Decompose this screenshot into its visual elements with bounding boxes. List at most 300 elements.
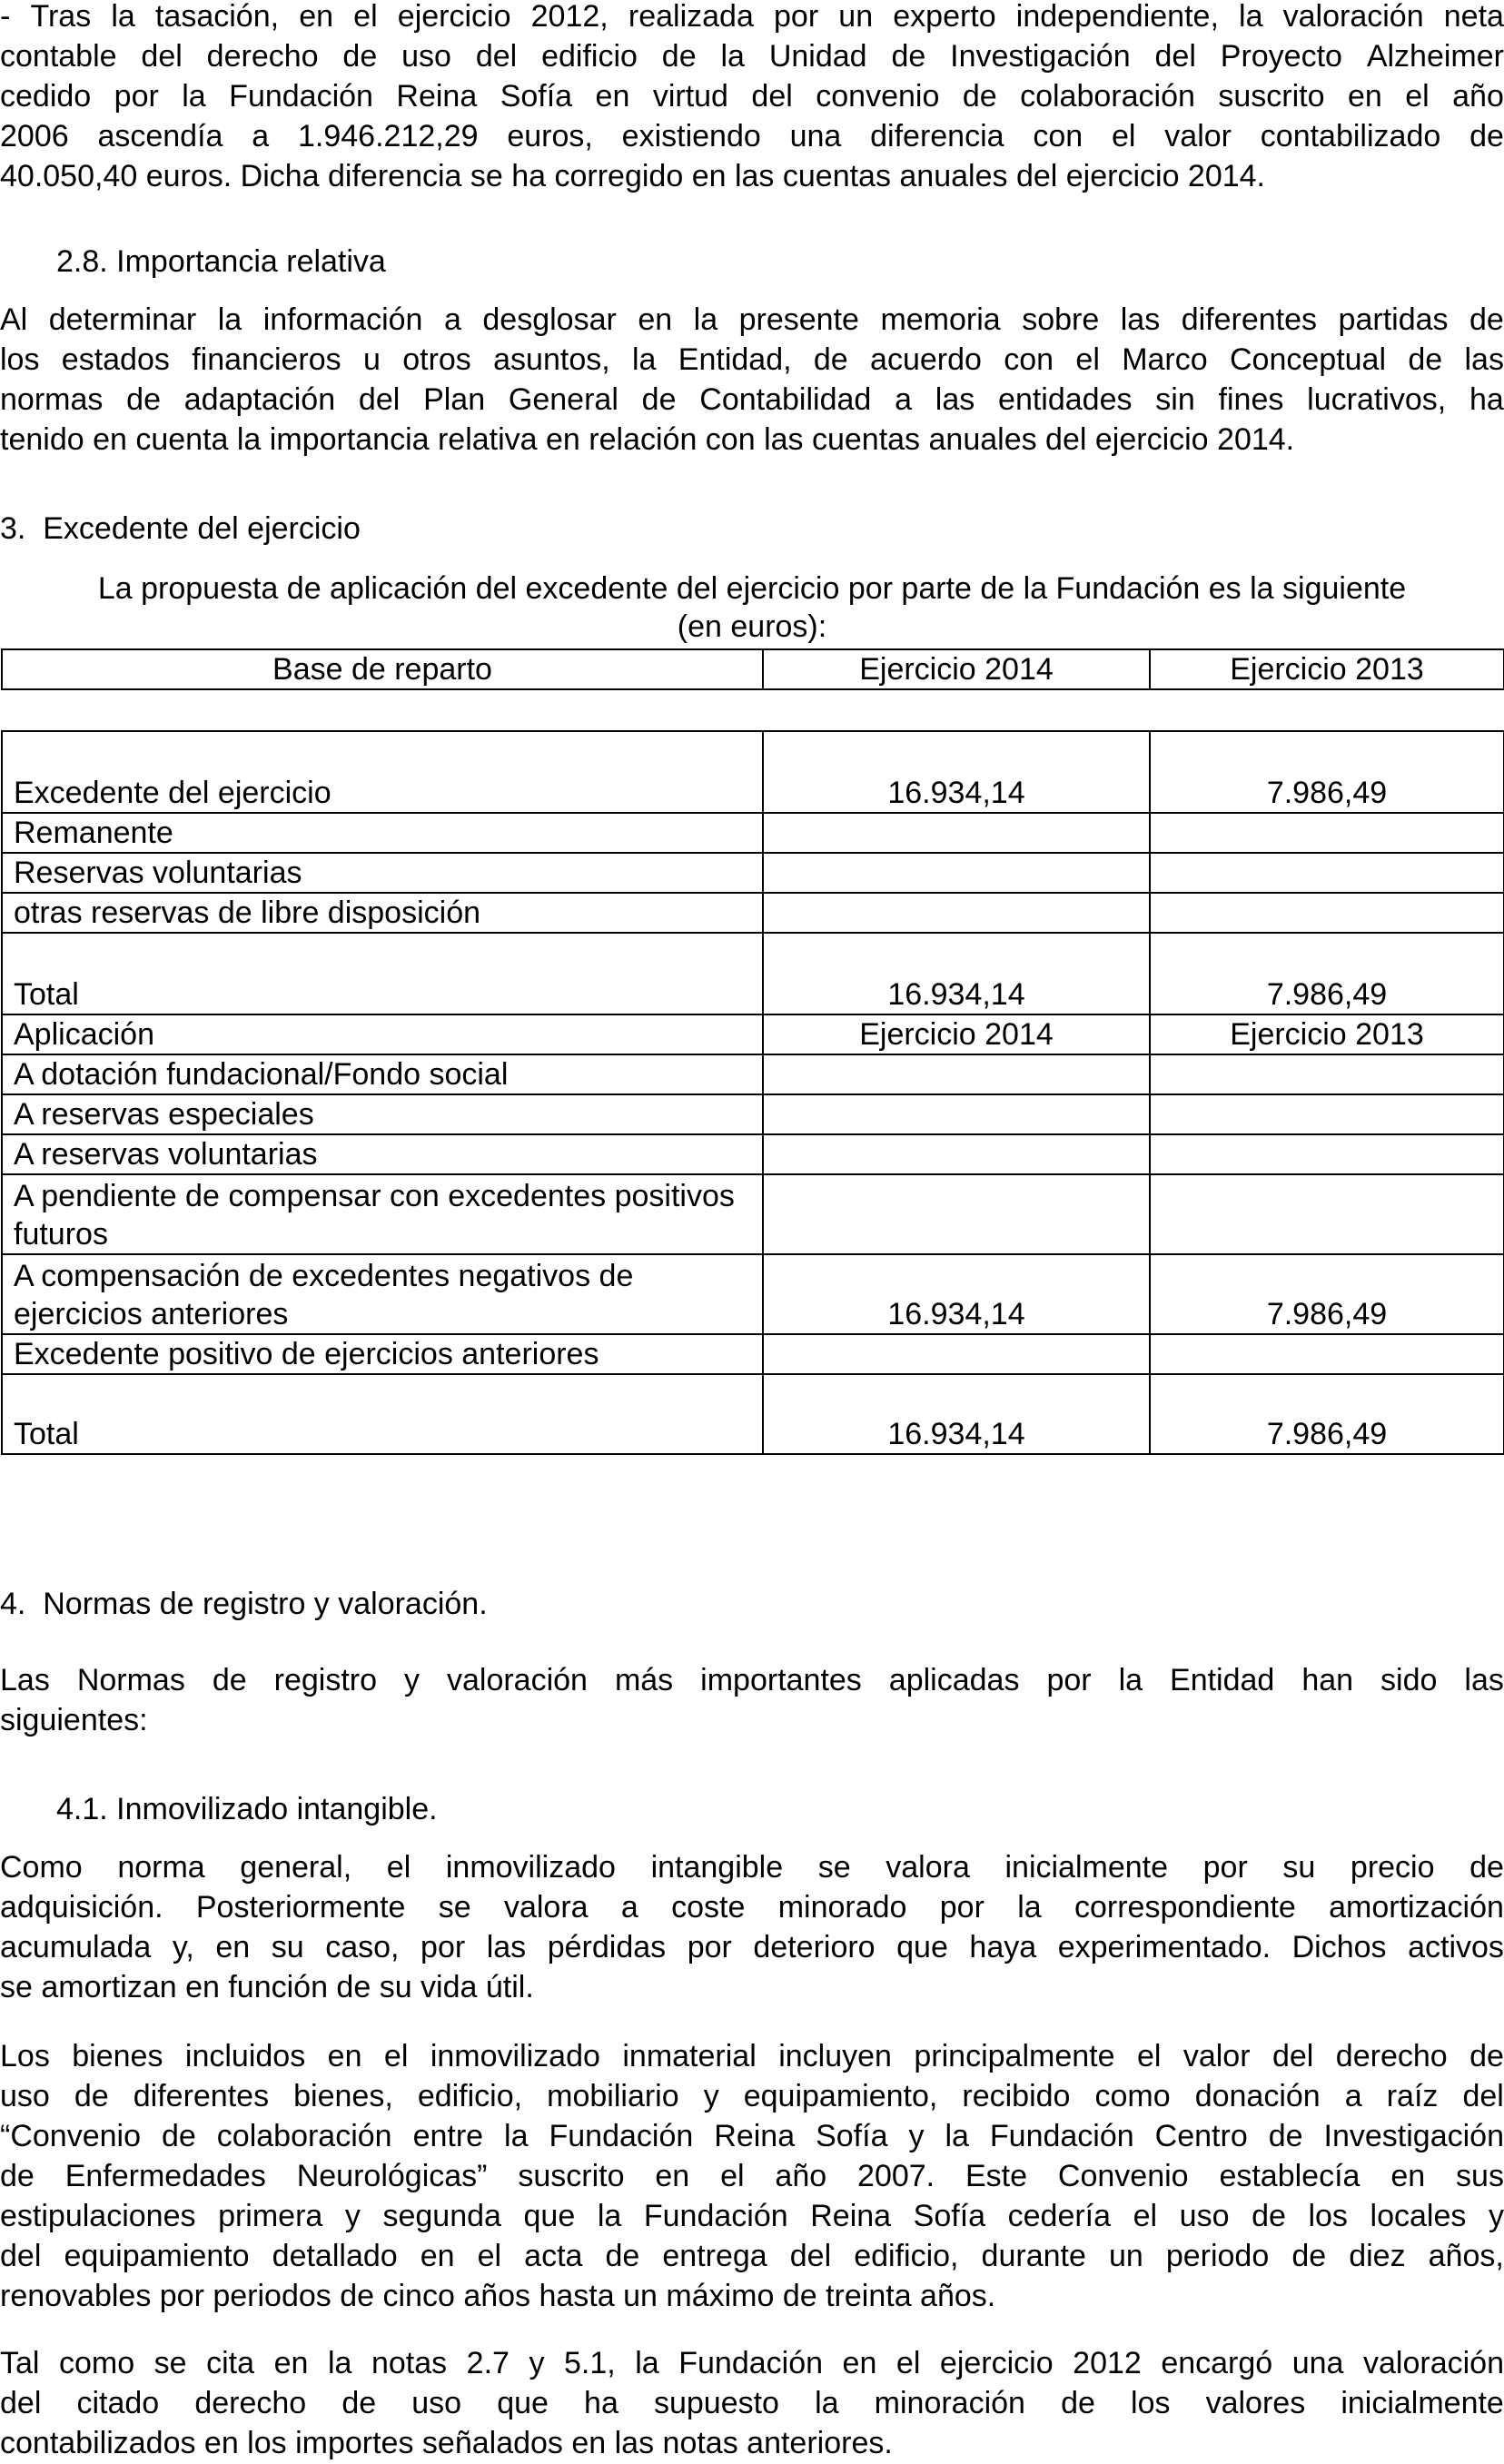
word: inmovilizado	[430, 2039, 600, 2073]
word: independiente,	[1015, 0, 1219, 34]
text-line	[0, 2383, 1504, 2423]
word: de	[212, 1663, 247, 1697]
table-row-total	[2, 1374, 1504, 1454]
word: las	[1464, 1663, 1504, 1697]
word: en	[420, 2239, 455, 2273]
word: valoración	[1282, 0, 1424, 34]
word: donación	[1194, 2079, 1321, 2113]
word: suscrito	[518, 2159, 625, 2193]
word: importantes	[700, 1663, 862, 1697]
text-line: siguientes:	[0, 1703, 148, 1737]
word: incluidos	[184, 2039, 306, 2073]
word: adaptación	[183, 382, 336, 417]
word: inmovilizado	[445, 1850, 616, 1885]
text-line	[0, 36, 1504, 76]
word: Fundación	[678, 2346, 824, 2380]
value-2014: 16.934,14	[763, 933, 1150, 1014]
table-row	[2, 1254, 1504, 1334]
word: en	[299, 0, 334, 34]
word: Sofía	[500, 79, 573, 114]
word: minorado	[777, 1890, 907, 1925]
word: sobre	[1022, 302, 1100, 337]
word: u	[362, 342, 381, 377]
word: colaboración	[1020, 79, 1195, 114]
word: memoria	[880, 302, 1001, 337]
word: partidas	[1338, 302, 1449, 337]
word: general,	[240, 1850, 352, 1885]
word: de	[1252, 2199, 1286, 2233]
word: Conceptual	[1230, 342, 1387, 377]
word: a	[620, 1890, 638, 1925]
word: por	[774, 0, 819, 34]
column-header: Ejercicio 2014	[763, 1014, 1150, 1054]
word: derecho	[1335, 2039, 1448, 2073]
word: derecho	[206, 39, 319, 74]
word: la	[1017, 1890, 1042, 1925]
section-3-title: 3. Excedente del ejercicio	[0, 511, 361, 546]
word: el	[1405, 79, 1430, 114]
word: como	[1094, 2079, 1171, 2113]
word: la	[693, 302, 718, 337]
word: 2012	[1073, 2346, 1142, 2380]
word: y	[1488, 2199, 1504, 2233]
word: del	[789, 2239, 832, 2273]
word: activos	[1408, 1930, 1504, 1964]
word: y	[404, 1663, 420, 1697]
word: del	[1462, 2079, 1504, 2113]
value-2013: 7.986,49	[1150, 1374, 1504, 1454]
word: Dichos	[1291, 1930, 1387, 1964]
value-2013: 7.986,49	[1150, 1254, 1504, 1334]
value-2013	[1150, 1054, 1504, 1094]
word: el	[1112, 119, 1136, 153]
word: segunda	[382, 2199, 501, 2233]
word: Las	[0, 1663, 50, 1697]
word: en	[1347, 79, 1382, 114]
word: se	[817, 1850, 851, 1885]
word: Fundación	[229, 79, 373, 114]
word: ha	[584, 2386, 618, 2420]
section-4-title: 4. Normas de registro y valoración.	[0, 1587, 488, 1621]
value-2014: 16.934,14	[763, 731, 1150, 813]
word: mobiliario	[547, 2079, 679, 2113]
word: la	[597, 2199, 622, 2233]
word: Entidad,	[678, 342, 792, 377]
word: notas	[371, 2346, 448, 2380]
word: Marco	[1122, 342, 1208, 377]
word: registro	[273, 1663, 378, 1697]
word: valor	[1164, 119, 1232, 153]
word: por	[114, 79, 159, 114]
word: el	[477, 2239, 502, 2273]
word: euros,	[507, 119, 593, 153]
word: financieros	[192, 342, 341, 377]
text-line: contabilizados en los importes señalados en las notas anteriores.	[0, 2426, 893, 2460]
word: Enfermedades	[64, 2159, 266, 2193]
value-2013	[1150, 1094, 1504, 1134]
word: minoración	[874, 2386, 1025, 2420]
word: pérdidas	[547, 1930, 667, 1964]
table-row	[2, 853, 1504, 893]
word: de	[1408, 342, 1443, 377]
word: Fundación	[549, 2119, 694, 2153]
word: valores	[1205, 2386, 1306, 2420]
word: establecía	[1219, 2159, 1361, 2193]
word: edificio,	[854, 2239, 959, 2273]
word: otros	[402, 342, 471, 377]
word: edificio,	[417, 2079, 523, 2113]
word: de	[161, 2119, 196, 2153]
row-label: Reservas voluntarias	[2, 853, 763, 893]
word: inicialmente	[1004, 1850, 1169, 1885]
word: bienes	[72, 2039, 163, 2073]
text-line	[0, 2036, 1504, 2076]
word: valora	[503, 1890, 589, 1925]
word: en	[327, 2039, 362, 2073]
word: raíz	[1386, 2079, 1439, 2113]
text-line	[0, 1887, 1504, 1927]
word: con	[1004, 342, 1054, 377]
word: a	[895, 382, 913, 417]
word: ejercicio	[397, 0, 511, 34]
word: estados	[61, 342, 170, 377]
word: de	[1268, 2119, 1303, 2153]
section-3-intro	[0, 569, 1504, 645]
word: se	[438, 1890, 471, 1925]
value-2013	[1150, 853, 1504, 893]
text-line: tenido en cuenta la importancia relativa en relación con las cuentas anuales del ejercicio 2014.	[0, 422, 1295, 457]
word: el	[353, 0, 378, 34]
word: de	[641, 382, 677, 417]
word: de	[1061, 2386, 1095, 2420]
word: en	[595, 79, 630, 114]
word: la	[632, 342, 657, 377]
table-row	[2, 813, 1504, 853]
word: contabilizado	[1260, 119, 1441, 153]
row-label: otras reservas de libre disposición	[2, 893, 763, 933]
word: la	[720, 39, 745, 74]
word: amortización	[1329, 1890, 1504, 1925]
word: -	[0, 0, 11, 34]
word: la	[1118, 1663, 1143, 1697]
row-label: Total	[2, 933, 763, 1014]
text-line	[0, 1660, 1504, 1700]
word: Este	[965, 2159, 1028, 2193]
value-2014: 16.934,14	[763, 1254, 1150, 1334]
word: las	[1464, 342, 1504, 377]
word: en	[655, 2159, 690, 2193]
word: el	[1075, 342, 1100, 377]
word: experto	[893, 0, 996, 34]
word: con	[1033, 119, 1083, 153]
column-header: Ejercicio 2014	[763, 649, 1150, 689]
row-label: A reservas especiales	[2, 1094, 763, 1134]
word: un	[838, 0, 874, 34]
word: el	[1136, 2039, 1162, 2073]
word: Tal	[0, 2346, 40, 2380]
word: los	[0, 342, 40, 377]
word: a	[443, 302, 461, 337]
word: y	[529, 2346, 545, 2380]
word: por	[939, 1890, 985, 1925]
word: en	[273, 2346, 309, 2380]
word: se	[153, 2346, 187, 2380]
word: de	[342, 39, 378, 74]
word: equipamiento	[64, 2239, 250, 2273]
word: 2007.	[857, 2159, 935, 2193]
word: del	[475, 39, 518, 74]
word: como	[59, 2346, 135, 2380]
word: Al	[0, 302, 28, 337]
word: de	[1291, 2239, 1327, 2273]
word: en	[638, 302, 673, 337]
value-2014	[763, 853, 1150, 893]
value-2014	[763, 1094, 1150, 1134]
word: por	[421, 1930, 466, 1964]
word: del	[751, 79, 793, 114]
word: General	[508, 382, 618, 417]
word: Investigación	[950, 39, 1131, 74]
word: Posteriormente	[195, 1890, 406, 1925]
text-line	[0, 380, 1504, 420]
word: el	[720, 2159, 745, 2193]
word: uso	[0, 2079, 50, 2113]
word: a	[252, 119, 270, 153]
text-line	[0, 2343, 1504, 2383]
word: correspondiente	[1074, 1890, 1296, 1925]
word: deterioro	[753, 1930, 876, 1964]
word: Los	[0, 2039, 50, 2073]
word: fines	[1218, 382, 1284, 417]
word: de	[962, 79, 997, 114]
word: cedería	[1007, 2199, 1112, 2233]
word: la	[217, 302, 242, 337]
word: sido	[1380, 1663, 1438, 1697]
word: del	[1154, 39, 1196, 74]
word: Plan	[423, 382, 486, 417]
word: inmaterial	[622, 2039, 757, 2073]
text-line	[0, 116, 1504, 156]
word: 2012,	[530, 0, 609, 34]
word: por	[1046, 1663, 1092, 1697]
word: de	[1469, 302, 1504, 337]
word: Sofía	[816, 2119, 888, 2153]
section-4-intro	[0, 1660, 1504, 1740]
word: de	[0, 2159, 35, 2193]
word: supuesto	[653, 2386, 779, 2420]
word: la	[504, 2119, 529, 2153]
aplicacion-header-row	[2, 1014, 1504, 1054]
word: asuntos,	[493, 342, 610, 377]
word: acuerdo	[870, 342, 982, 377]
word: tasación,	[154, 0, 280, 34]
word: Centro	[1154, 2119, 1248, 2153]
word: 2006	[0, 119, 69, 153]
word: de	[1469, 1850, 1504, 1885]
word: del	[0, 2386, 42, 2420]
word: las	[486, 1930, 527, 1964]
word: experimentado.	[1057, 1930, 1271, 1964]
word: los	[1131, 2386, 1171, 2420]
base-reparto-body	[1, 730, 1504, 1455]
word: bienes,	[293, 2079, 393, 2113]
word: año	[1452, 79, 1504, 114]
word: las	[935, 382, 975, 417]
value-2014: 16.934,14	[763, 1374, 1150, 1454]
word: por	[1202, 1850, 1248, 1885]
word: la	[635, 2346, 659, 2380]
word: el	[895, 2346, 921, 2380]
row-label: A dotación fundacional/Fondo social	[2, 1054, 763, 1094]
word: Reina	[714, 2119, 796, 2153]
word: acumulada	[0, 1930, 152, 1964]
table-row-total	[2, 933, 1504, 1014]
word: lucrativos,	[1307, 382, 1447, 417]
word: diez	[1349, 2239, 1406, 2273]
word: su	[1282, 1850, 1316, 1885]
word: sus	[1456, 2159, 1504, 2193]
word: en	[215, 1930, 251, 1964]
table-row	[2, 1054, 1504, 1094]
word: por	[687, 1930, 732, 1964]
word: uso	[401, 39, 451, 74]
word: citado	[76, 2386, 160, 2420]
word: la	[111, 0, 135, 34]
word: Sofía	[913, 2199, 986, 2233]
word: norma	[117, 1850, 205, 1885]
table-row	[2, 1134, 1504, 1174]
text-line: renovables por periodos de cinco años hasta un máximo de treinta años.	[0, 2279, 996, 2313]
text-line: 40.050,40 euros. Dicha diferencia se ha corregido en las cuentas anuales del ejercicio 2014.	[0, 159, 1266, 193]
word: contable	[0, 39, 117, 74]
value-2013: 7.986,49	[1150, 731, 1504, 813]
word: ejercicio	[939, 2346, 1054, 2380]
word: que	[497, 2386, 549, 2420]
section-2-8-paragraph	[0, 300, 1504, 460]
word: las	[1120, 302, 1161, 337]
word: Contabilidad	[699, 382, 872, 417]
word: diferentes	[1181, 302, 1318, 337]
word: información	[262, 302, 423, 337]
value-2013	[1150, 813, 1504, 853]
value-2014	[763, 1174, 1150, 1254]
word: la	[945, 2119, 969, 2153]
value-2013: 7.986,49	[1150, 933, 1504, 1014]
word: que	[523, 2199, 576, 2233]
word: una	[789, 119, 842, 153]
row-label: A compensación de excedentes negativos de ejercicios anteriores	[2, 1254, 763, 1334]
word: durante	[981, 2239, 1086, 2273]
word: Entidad	[1170, 1663, 1275, 1697]
word: sin	[1155, 382, 1195, 417]
word: coste	[671, 1890, 746, 1925]
text-line	[0, 300, 1504, 340]
word: la	[1239, 0, 1263, 34]
text-line: La propuesta de aplicación del excedente del ejercicio por parte de la Fundación es la siguiente	[97, 571, 1407, 606]
word: del	[0, 2239, 42, 2273]
word: Unidad	[768, 39, 867, 74]
word: valoración	[1363, 2346, 1504, 2380]
section-4-1-title: 4.1. Inmovilizado intangible.	[56, 1792, 438, 1826]
word: valoración	[446, 1663, 588, 1697]
word: más	[614, 1663, 674, 1697]
word: Reina	[396, 79, 478, 114]
word: diferencia	[870, 119, 1004, 153]
word: de	[605, 2239, 640, 2273]
word: entre	[412, 2119, 484, 2153]
row-label: Excedente del ejercicio	[2, 731, 763, 813]
text-line	[0, 2076, 1504, 2116]
row-label: Remanente	[2, 813, 763, 853]
word: principalmente	[914, 2039, 1115, 2073]
column-header: Ejercicio 2013	[1150, 649, 1504, 689]
section-4-1-paragraph-3	[0, 2343, 1504, 2463]
word: 1.946.212,29	[298, 119, 479, 153]
word: y	[344, 2199, 361, 2233]
row-label: A reservas voluntarias	[2, 1134, 763, 1174]
row-label: A pendiente de compensar con excedentes positivos futuros	[2, 1174, 763, 1254]
word: cita	[206, 2346, 255, 2380]
word: estipulaciones	[0, 2199, 196, 2233]
intro-paragraph	[0, 0, 1504, 196]
table-row	[2, 1094, 1504, 1134]
word: precio	[1350, 1850, 1435, 1885]
word: de	[74, 2079, 109, 2113]
word: la	[327, 2346, 352, 2380]
word: entrega	[662, 2239, 767, 2273]
word: intangible	[650, 1850, 784, 1885]
word: Fundación	[643, 2199, 788, 2233]
word: uso	[411, 2386, 462, 2420]
word: presente	[738, 302, 859, 337]
word: que	[896, 1930, 948, 1964]
word: Normas	[76, 1663, 185, 1697]
base-reparto-table	[1, 648, 1504, 690]
word: una	[1291, 2346, 1344, 2380]
word: del	[358, 382, 401, 417]
word: detallado	[272, 2239, 398, 2273]
text-line	[0, 1927, 1504, 1967]
word: Investigación	[1323, 2119, 1504, 2153]
word: cedido	[0, 79, 92, 114]
word: ascendía	[97, 119, 223, 153]
word: y,	[172, 1930, 194, 1964]
section-4-1-paragraph-1	[0, 1847, 1504, 2007]
word: incluyen	[778, 2039, 892, 2073]
row-label: Excedente positivo de ejercicios anteriores	[2, 1334, 763, 1374]
text-line	[0, 2116, 1504, 2156]
word: en	[1390, 2159, 1426, 2193]
word: existiendo	[621, 119, 761, 153]
text-line	[0, 340, 1504, 380]
value-2014	[763, 1334, 1150, 1374]
word: de	[126, 382, 161, 417]
word: valor	[1182, 2039, 1251, 2073]
word: periodo	[1165, 2239, 1270, 2273]
word: de	[1469, 119, 1504, 153]
word: el	[383, 2039, 409, 2073]
word: y	[703, 2079, 719, 2113]
word: su	[271, 1930, 304, 1964]
word: la	[182, 79, 206, 114]
word: diferentes	[133, 2079, 270, 2113]
word: 5.1,	[563, 2346, 616, 2380]
word: del	[141, 39, 183, 74]
word: Convenio	[1057, 2159, 1189, 2193]
table-row	[2, 731, 1504, 813]
word: a	[1344, 2079, 1362, 2113]
column-header: Base de reparto	[2, 649, 763, 689]
